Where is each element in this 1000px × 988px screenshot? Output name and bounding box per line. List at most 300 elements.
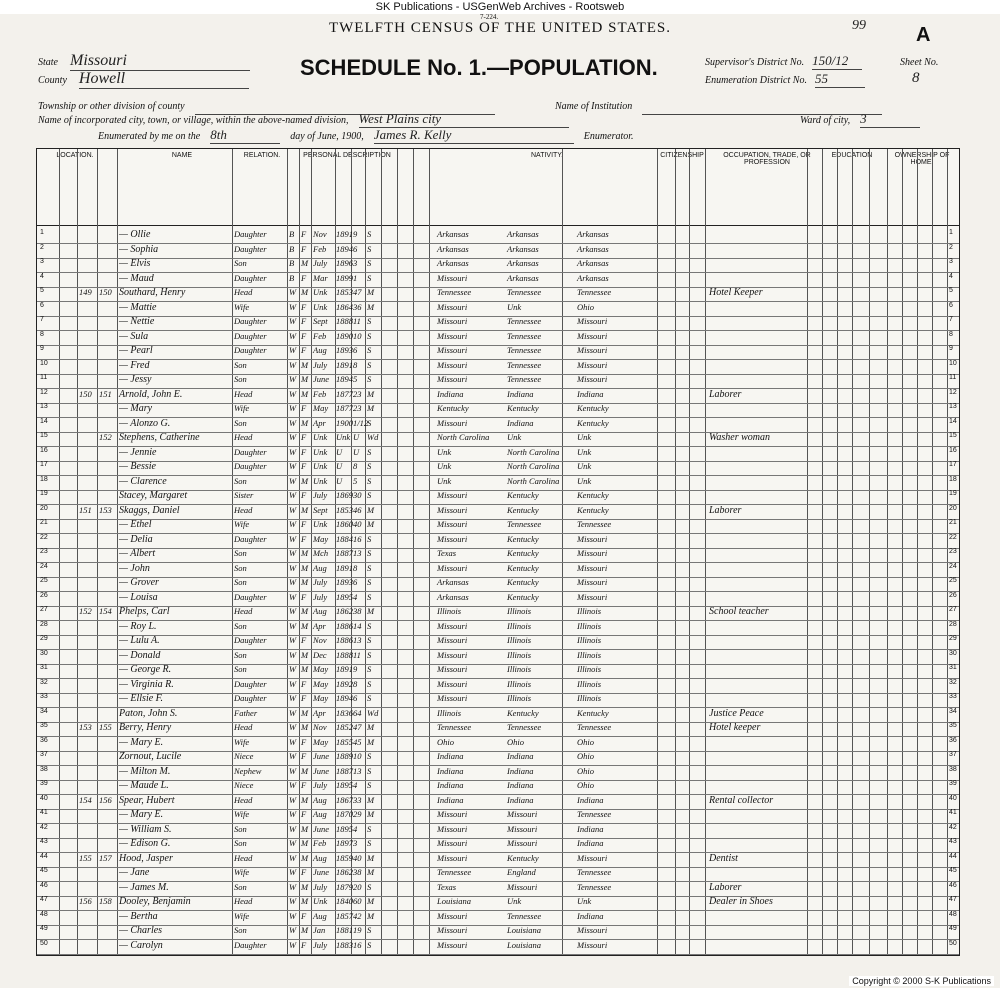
marital-status: Wd [367, 707, 379, 718]
race: W [289, 316, 297, 326]
age: 4 [353, 780, 358, 790]
marital-status: S [367, 562, 372, 573]
row-number: 19 [40, 490, 48, 497]
birth-month: Feb [313, 838, 327, 848]
marital-status: M [367, 722, 375, 732]
dwelling-number: 152 [79, 606, 92, 616]
row-number: 5 [40, 287, 44, 294]
mother-birthplace: Missouri [577, 939, 608, 950]
row-number: 39 [40, 780, 48, 787]
relation: Daughter [234, 591, 267, 602]
father-birthplace: Arkansas [507, 229, 539, 239]
birth-year: U [336, 446, 343, 457]
birthplace: Missouri [437, 809, 468, 819]
person-name: Spear, Hubert [119, 794, 175, 806]
row-number: 32 [40, 678, 48, 686]
marital-status: S [367, 838, 372, 848]
family-number: 155 [99, 722, 112, 732]
occupation: Hotel Keeper [709, 287, 763, 298]
family-number: 151 [99, 388, 112, 399]
race: W [289, 345, 297, 355]
sex: F [301, 939, 307, 950]
race: W [289, 533, 297, 544]
person-name: — Maud [119, 272, 154, 284]
row-number-right: 2 [949, 243, 953, 251]
age: 47 [353, 287, 362, 297]
marital-status: S [367, 881, 372, 892]
occupation: School teacher [709, 606, 769, 617]
row-number: 34 [40, 707, 48, 715]
dwelling-number: 151 [79, 504, 92, 515]
relation: Head [234, 794, 253, 805]
father-birthplace: Kentucky [507, 403, 539, 413]
row-number-right: 50 [949, 939, 957, 947]
state-field [38, 52, 278, 71]
age: 14 [353, 620, 362, 631]
father-birthplace: Indiana [507, 780, 534, 790]
marital-status: S [367, 548, 372, 558]
father-birthplace: Indiana [507, 765, 534, 776]
person-name: — Milton M. [119, 765, 171, 777]
race: W [289, 432, 297, 442]
row-number-right: 46 [949, 881, 957, 889]
birth-month: May [313, 533, 329, 544]
row-number: 10 [40, 359, 48, 367]
sex: M [301, 562, 309, 573]
row-number: 22 [40, 533, 48, 541]
row-number: 47 [40, 896, 48, 903]
relation: Son [234, 359, 247, 370]
birth-month: Unk [313, 896, 328, 906]
person-name: — Bertha [119, 910, 158, 922]
sex: M [301, 649, 309, 660]
person-name: — Bessie [119, 461, 156, 472]
birth-year: 1888 [336, 316, 353, 326]
birthplace: Texas [437, 548, 457, 558]
sheet-value: 8 [912, 70, 920, 86]
row-number: 43 [40, 838, 48, 845]
ward-field [800, 110, 920, 128]
person-name: — Charles [119, 925, 163, 936]
birth-year: 1894 [336, 243, 353, 254]
city-label: Name of incorporated city, town, or village, within the above-named division, [38, 115, 349, 126]
mother-birthplace: Kentucky [577, 490, 609, 500]
sex: M [301, 388, 309, 399]
marital-status: S [367, 635, 372, 645]
row-number-right: 20 [949, 504, 957, 512]
city-value: West Plains city [359, 111, 569, 128]
age: 10 [353, 751, 362, 761]
row-number: 35 [40, 722, 48, 729]
father-birthplace: Missouri [507, 838, 538, 848]
age: 11 [353, 649, 361, 660]
birth-year: 1859 [336, 852, 353, 863]
birth-year: 1891 [336, 229, 353, 239]
father-birthplace: Illinois [507, 678, 532, 689]
relation: Son [234, 562, 247, 573]
sheet-field [900, 52, 938, 87]
marital-status: S [367, 461, 372, 471]
row-number-right: 40 [949, 794, 957, 802]
age: 23 [353, 388, 362, 399]
mother-birthplace: Indiana [577, 910, 604, 921]
relation: Daughter [234, 461, 267, 471]
race: W [289, 417, 297, 428]
person-name: — Louisa [119, 591, 158, 603]
marital-status: M [367, 519, 375, 529]
col-relation: RELATION. [243, 152, 281, 159]
birthplace: Missouri [437, 490, 468, 500]
marital-status: S [367, 446, 372, 457]
form-number: 7-224. [480, 13, 499, 21]
supervisor-label: Supervisor's District No. [705, 57, 805, 68]
enumerator-label: Enumerator. [583, 131, 634, 142]
marital-status: S [367, 780, 372, 790]
birthplace: Missouri [437, 345, 468, 355]
row-number: 2 [40, 243, 44, 251]
race: W [289, 649, 297, 660]
row-number-right: 45 [949, 867, 957, 874]
birth-month: May [313, 403, 329, 413]
birth-month: Unk [313, 446, 328, 457]
person-name: — Ellsie F. [119, 693, 163, 704]
occupation: Washer woman [709, 432, 771, 443]
race: W [289, 736, 297, 747]
relation: Nephew [234, 765, 262, 776]
marital-status: S [367, 693, 372, 703]
census-table [36, 148, 960, 956]
birthplace: Missouri [437, 823, 468, 834]
sex: F [301, 301, 307, 312]
age: 47 [353, 722, 362, 732]
sex: M [301, 577, 309, 587]
mother-birthplace: Unk [577, 446, 592, 457]
row-number-right: 41 [949, 809, 957, 816]
row-number: 23 [40, 548, 48, 555]
mother-birthplace: Kentucky [577, 417, 609, 428]
age: 30 [353, 490, 362, 500]
age: 13 [353, 548, 362, 558]
race: W [289, 475, 297, 486]
occupation: Laborer [709, 881, 742, 893]
father-birthplace: Indiana [507, 751, 534, 761]
relation: Daughter [234, 678, 267, 689]
relation: Wife [234, 403, 250, 413]
birthplace: North Carolina [437, 432, 490, 442]
row-number: 3 [40, 258, 44, 265]
birthplace: Indiana [437, 794, 464, 805]
birth-month: July [313, 939, 328, 950]
age: 4 [353, 823, 358, 834]
marital-status: M [367, 809, 375, 819]
row-number: 38 [40, 765, 48, 773]
row-number: 9 [40, 345, 44, 352]
birthplace: Tennessee [437, 867, 472, 877]
birthplace: Missouri [437, 678, 468, 689]
row-number-right: 31 [949, 664, 957, 671]
relation: Son [234, 881, 247, 892]
person-name: Skaggs, Daniel [119, 504, 180, 516]
race: W [289, 780, 297, 790]
marital-status: S [367, 678, 372, 689]
relation: Son [234, 664, 247, 674]
age: 60 [353, 896, 362, 906]
row-number-right: 23 [949, 548, 957, 555]
relation: Wife [234, 910, 250, 921]
birth-month: Nov [313, 722, 327, 732]
mother-birthplace: Missouri [577, 374, 608, 384]
relation: Son [234, 577, 247, 587]
age: 1/12 [353, 417, 369, 428]
person-name: — Ollie [119, 229, 151, 240]
mother-birthplace: Indiana [577, 388, 604, 399]
row-number: 26 [40, 591, 48, 599]
birthplace: Missouri [437, 649, 468, 660]
relation: Wife [234, 301, 250, 312]
relation: Daughter [234, 446, 267, 457]
row-number: 6 [40, 301, 44, 309]
birth-month: Aug [313, 562, 327, 573]
row-number-right: 17 [949, 461, 957, 468]
birth-month: Aug [313, 910, 327, 921]
relation: Son [234, 649, 247, 660]
birth-year: 1857 [336, 910, 353, 921]
birth-year: 1893 [336, 345, 353, 355]
relation: Son [234, 823, 247, 834]
row-number: 44 [40, 852, 48, 860]
supervisor-field [705, 52, 862, 70]
row-number: 25 [40, 577, 48, 584]
marital-status: S [367, 345, 372, 355]
birth-month: July [313, 577, 328, 587]
father-birthplace: Kentucky [507, 852, 539, 863]
ward-label: Ward of city, [800, 115, 851, 126]
person-name: — Delia [119, 533, 153, 545]
birthplace: Illinois [437, 606, 462, 616]
race: W [289, 838, 297, 848]
father-birthplace: Missouri [507, 823, 538, 834]
marital-status: M [367, 867, 375, 877]
marital-status: M [367, 504, 375, 515]
race: W [289, 591, 297, 602]
dwelling-number: 156 [79, 896, 92, 906]
birth-year: 1860 [336, 519, 353, 529]
birth-year: 1892 [336, 678, 353, 689]
sex: F [301, 780, 307, 790]
marital-status: S [367, 316, 372, 326]
row-number: 24 [40, 562, 48, 570]
birthplace: Arkansas [437, 577, 469, 587]
mother-birthplace: Ohio [577, 765, 594, 776]
row-number-right: 30 [949, 649, 957, 657]
birth-month: Dec [313, 649, 327, 660]
race: B [289, 258, 295, 268]
state-value: Missouri [70, 52, 250, 71]
birth-month: Feb [313, 388, 327, 399]
row-number: 14 [40, 417, 48, 425]
relation: Daughter [234, 533, 267, 544]
row-number-right: 7 [949, 316, 953, 323]
supervisor-value: 150/12 [812, 53, 862, 70]
sex: M [301, 838, 309, 848]
father-birthplace: Tennessee [507, 722, 542, 732]
birth-year: 1894 [336, 693, 353, 703]
mother-birthplace: Indiana [577, 838, 604, 848]
father-birthplace: Kentucky [507, 504, 539, 515]
father-birthplace: Unk [507, 896, 522, 906]
row-number-right: 14 [949, 417, 957, 425]
sheet-label: Sheet No. [900, 57, 939, 68]
birth-year: 1887 [336, 765, 353, 776]
mother-birthplace: Unk [577, 896, 592, 906]
birth-month: Unk [313, 461, 328, 471]
marital-status: M [367, 388, 375, 399]
marital-status: S [367, 229, 372, 239]
row-number-right: 10 [949, 359, 957, 367]
row-number-right: 37 [949, 751, 957, 758]
sex: F [301, 751, 307, 761]
sex: M [301, 359, 309, 370]
race: W [289, 751, 297, 761]
marital-status: S [367, 272, 372, 283]
race: W [289, 388, 297, 399]
birthplace: Missouri [437, 664, 468, 674]
father-birthplace: Illinois [507, 664, 532, 674]
age: 6 [353, 577, 358, 587]
sex: F [301, 591, 307, 602]
dwelling-number: 150 [79, 388, 92, 399]
row-number: 13 [40, 403, 48, 410]
person-name: — James M. [119, 881, 169, 893]
row-number: 37 [40, 751, 48, 758]
father-birthplace: England [507, 867, 536, 877]
person-name: — Virginia R. [119, 678, 174, 690]
sex: F [301, 243, 307, 254]
occupation: Dealer in Shoes [709, 896, 773, 907]
mother-birthplace: Ohio [577, 780, 594, 790]
birth-month: Aug [313, 852, 327, 863]
relation: Son [234, 620, 247, 631]
birth-month: July [313, 780, 328, 790]
race: W [289, 577, 297, 587]
row-number: 45 [40, 867, 48, 874]
age: 3 [353, 258, 358, 268]
row-number: 46 [40, 881, 48, 889]
row-number: 40 [40, 794, 48, 802]
occupation: Dentist [709, 852, 738, 864]
birth-year: 1870 [336, 809, 353, 819]
row-number-right: 29 [949, 635, 957, 642]
mother-birthplace: Illinois [577, 620, 602, 631]
marital-status: S [367, 258, 372, 268]
age: 38 [353, 867, 362, 877]
birthplace: Missouri [437, 910, 468, 921]
birth-month: Nov [313, 635, 327, 645]
marital-status: M [367, 896, 375, 906]
birthplace: Arkansas [437, 258, 469, 268]
age: 45 [353, 736, 362, 747]
race: W [289, 359, 297, 370]
sex: F [301, 229, 307, 239]
race: W [289, 548, 297, 558]
dwelling-number: 149 [79, 287, 92, 297]
row-number: 8 [40, 330, 44, 338]
mother-birthplace: Missouri [577, 533, 608, 544]
mother-birthplace: Tennessee [577, 287, 612, 297]
family-number: 152 [99, 432, 112, 442]
father-birthplace: Illinois [507, 620, 532, 631]
birth-month: Unk [313, 432, 328, 442]
row-number-right: 9 [949, 345, 953, 352]
birthplace: Arkansas [437, 229, 469, 239]
relation: Daughter [234, 345, 267, 355]
birthplace: Missouri [437, 374, 468, 384]
sex: M [301, 707, 309, 718]
row-number-right: 19 [949, 490, 957, 497]
age: 36 [353, 301, 362, 312]
sex: F [301, 403, 307, 413]
age: 13 [353, 765, 362, 776]
marital-status: M [367, 403, 375, 413]
birthplace: Arkansas [437, 591, 469, 602]
father-birthplace: Kentucky [507, 577, 539, 587]
father-birthplace: Tennessee [507, 519, 542, 529]
birthplace: Missouri [437, 562, 468, 573]
row-number-right: 43 [949, 838, 957, 845]
row-number-right: 38 [949, 765, 957, 773]
father-birthplace: Illinois [507, 649, 532, 660]
age: 20 [353, 881, 362, 892]
relation: Son [234, 258, 247, 268]
birth-year: 1899 [336, 272, 353, 283]
race: W [289, 707, 297, 718]
father-birthplace: Arkansas [507, 272, 539, 283]
row-number: 16 [40, 446, 48, 454]
birth-year: 1891 [336, 562, 353, 573]
marital-status: S [367, 577, 372, 587]
state-label: State [38, 57, 58, 68]
day-label: day of June, 1900, [290, 131, 364, 142]
birthplace: Missouri [437, 504, 468, 515]
person-name: — Carolyn [119, 939, 163, 951]
race: W [289, 301, 297, 312]
birthplace: Missouri [437, 620, 468, 631]
col-nativity: NATIVITY. [530, 152, 564, 159]
birth-month: June [313, 374, 330, 384]
father-birthplace: Arkansas [507, 258, 539, 268]
birth-month: May [313, 736, 329, 747]
mother-birthplace: Missouri [577, 345, 608, 355]
row-number-right: 34 [949, 707, 957, 715]
row-number-right: 39 [949, 780, 957, 787]
birth-year: 1887 [336, 548, 353, 558]
row-number-right: 21 [949, 519, 957, 526]
birth-year: 1886 [336, 620, 353, 631]
birth-year: 1877 [336, 403, 353, 413]
race: W [289, 446, 297, 457]
row-number: 29 [40, 635, 48, 642]
relation: Son [234, 417, 247, 428]
birthplace: Indiana [437, 765, 464, 776]
birth-year: 1884 [336, 533, 353, 544]
mother-birthplace: Arkansas [577, 258, 609, 268]
birth-year: 1852 [336, 722, 353, 732]
relation: Daughter [234, 693, 267, 703]
person-name: — Donald [119, 649, 161, 661]
father-birthplace: Kentucky [507, 707, 539, 718]
race: B [289, 229, 295, 239]
relation: Daughter [234, 243, 267, 254]
